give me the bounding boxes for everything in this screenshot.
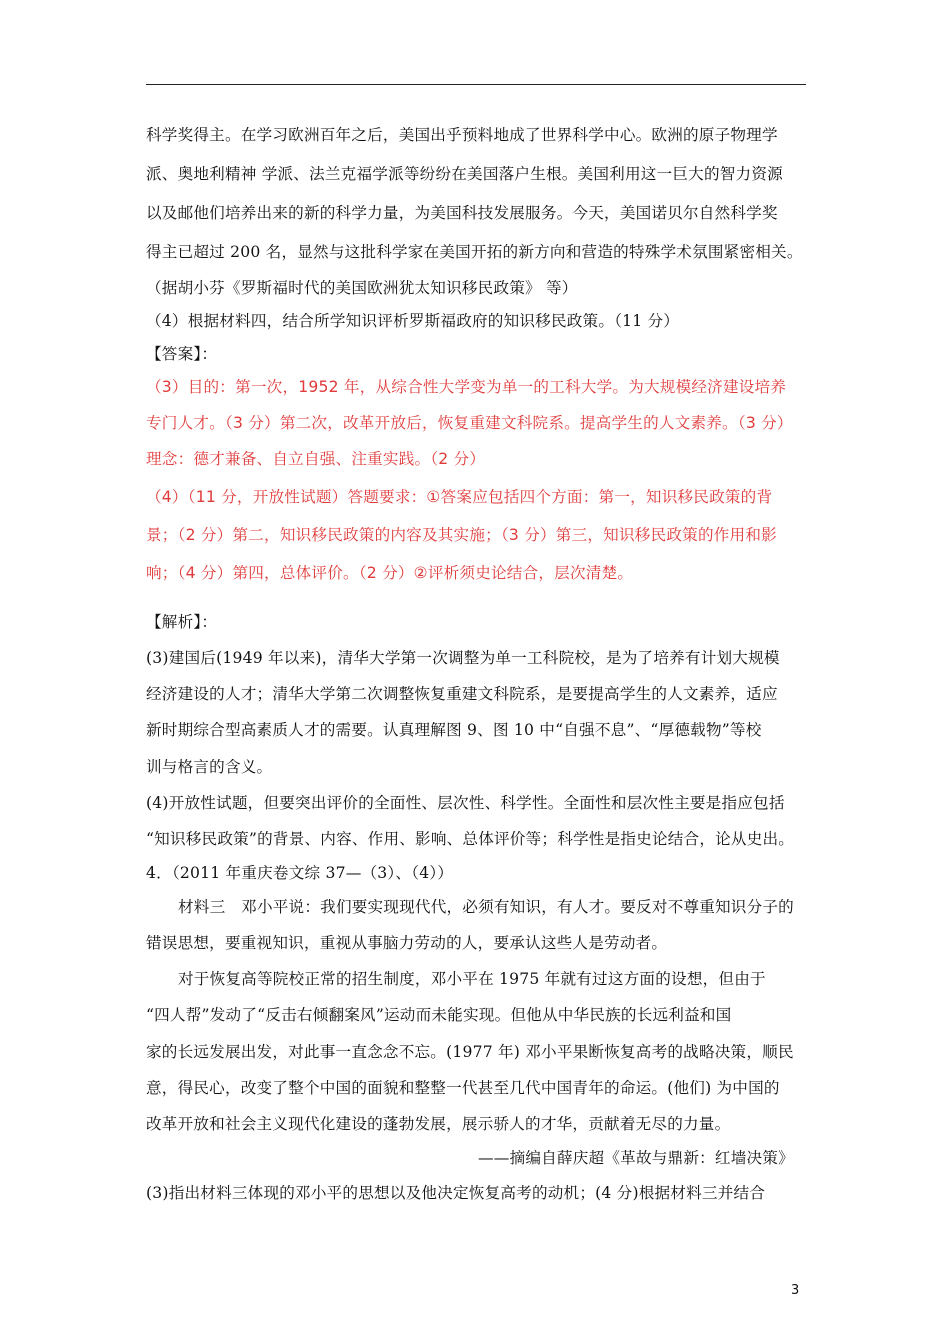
answer-line: 景；（2 分）第二，知识移民政策的内容及其实施；（3 分）第三，知识移民政策的作用和影 bbox=[146, 526, 777, 544]
passage-line: 以及邮他们培养出来的新的科学力量，为美国科技发展服务。今天，美国诺贝尔自然科学奖 bbox=[146, 204, 778, 222]
analysis-line: 经济建设的人才；清华大学第二次调整恢复重建文科院系，是要提高学生的人文素养，适应 bbox=[146, 685, 778, 703]
analysis-line: (3)建国后(1949 年以来)，清华大学第一次调整为单一工科院校，是为了培养有计划大规模 bbox=[146, 649, 780, 667]
material-line: “四人帮”发动了“反击右倾翻案风”运动而未能实现。但他从中华民族的长远利益和国 bbox=[146, 1006, 732, 1024]
answer-line: （4）（11 分，开放性试题）答题要求：①答案应包括四个方面：第一，知识移民政策的背 bbox=[146, 488, 773, 506]
analysis-line: 训与格言的含义。 bbox=[146, 758, 273, 776]
material-line: 对于恢复高等院校正常的招生制度，邓小平在 1975 年就有过这方面的设想，但由于 bbox=[178, 970, 766, 988]
passage-line: 得主已超过 200 名，显然与这批科学家在美国开拓的新方向和营造的特殊学术氛围紧密相关。 bbox=[146, 243, 803, 261]
answer-line: 专门人才。（3 分）第二次，改革开放后，恢复重建文科院系。提高学生的人文素养。（3 分） bbox=[146, 414, 793, 432]
material-line: 意，得民心，改变了整个中国的面貌和整整一代甚至几代中国青年的命运。(他们) 为中国的 bbox=[146, 1079, 780, 1097]
citation: （据胡小芬《罗斯福时代的美国欧洲犹太知识移民政策》 等） bbox=[146, 279, 578, 297]
analysis-line: (4)开放性试题，但要突出评价的全面性、层次性、科学性。全面性和层次性主要是指应包括 bbox=[146, 794, 785, 812]
analysis-line: “知识移民政策”的背景、内容、作用、影响、总体评价等；科学性是指史论结合，论从史出。 bbox=[146, 830, 795, 848]
passage-line: 派、奥地利精神 学派、法兰克福学派等纷纷在美国落户生根。美国利用这一巨大的智力资源 bbox=[146, 165, 783, 183]
header-rule bbox=[146, 84, 806, 85]
material-line: 家的长远发展出发，对此事一直念念不忘。(1977 年) 邓小平果断恢复高考的战略决策，顺民 bbox=[146, 1043, 794, 1061]
answer-heading: 【答案】： bbox=[146, 345, 218, 363]
question-number: 4．（2011 年重庆卷文综 37—（3）、（4）） bbox=[146, 864, 454, 882]
question-3: (3)指出材料三体现的邓小平的思想以及他决定恢复高考的动机；(4 分)根据材料三并结合 bbox=[146, 1184, 766, 1202]
question-4: （4）根据材料四，结合所学知识评析罗斯福政府的知识移民政策。（11 分） bbox=[146, 312, 680, 330]
answer-line: 响；（4 分）第四，总体评价。（2 分）②评析须史论结合，层次清楚。 bbox=[146, 564, 634, 582]
material-line: 材料三 邓小平说：我们要实现现代代，必须有知识，有人才。要反对不尊重知识分子的 bbox=[178, 898, 794, 916]
page-number: 3 bbox=[791, 1283, 800, 1298]
material-line: 错误思想，要重视知识，重视从事脑力劳动的人，要承认这些人是劳动者。 bbox=[146, 934, 668, 952]
analysis-heading: 【解析】： bbox=[146, 613, 218, 631]
material-line: 改革开放和社会主义现代化建设的蓬勃发展，展示骄人的才华，贡献着无尽的力量。 bbox=[146, 1115, 731, 1133]
answer-line: （3）目的：第一次，1952 年，从综合性大学变为单一的工科大学。为大规模经济建设培养 bbox=[146, 378, 787, 396]
source-line: ——摘编自薛庆超《革故与鼎新：红墙决策》 bbox=[478, 1149, 794, 1167]
answer-line: 理念：德才兼备、自立自强、注重实践。（2 分） bbox=[146, 450, 486, 468]
analysis-line: 新时期综合型高素质人才的需要。认真理解图 9、图 10 中“自强不息”、“厚德载物”等校 bbox=[146, 721, 762, 739]
passage-line: 科学奖得主。在学习欧洲百年之后，美国出乎预料地成了世界科学中心。欧洲的原子物理学 bbox=[146, 126, 778, 144]
